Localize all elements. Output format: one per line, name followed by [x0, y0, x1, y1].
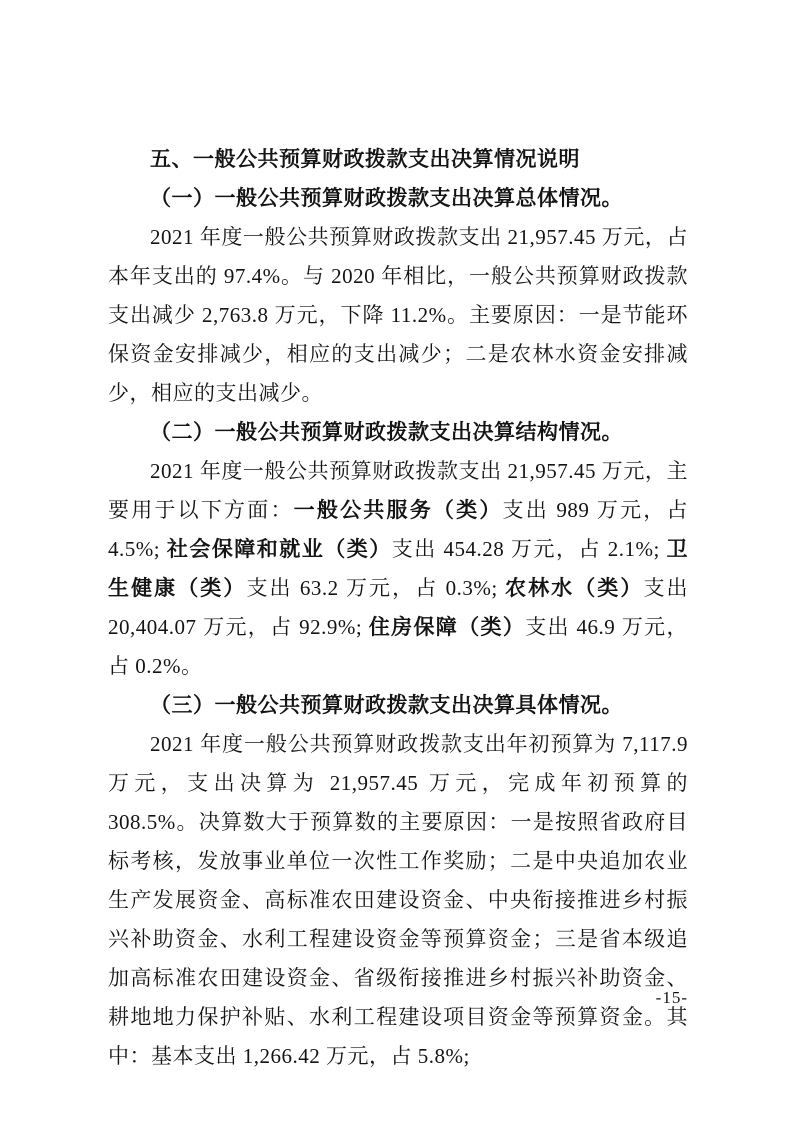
category-health: 卫生健康（类）: [108, 537, 689, 600]
category-agriculture-forestry-water: 农林水（类）: [505, 576, 644, 600]
category-general-public-services: 一般公共服务（类）: [293, 498, 503, 522]
section-1-paragraph: 2021 年度一般公共预算财政拨款支出 21,957.45 万元，占本年支出的 97.4%。与 2020 年相比，一般公共预算财政拨款支出减少 2,763.8 万元，下降 11.2%。主要原因：一是节能环保资金安排减少，相应的支出减少；二是农林水资金安排减少，相应的支出减少。: [108, 225, 688, 405]
category-housing-security-detail: 支出 46.9 万元，占 0.2%。: [108, 615, 689, 678]
page-number: -15-: [655, 988, 688, 1007]
category-housing-security: 住房保障（类）: [368, 615, 526, 639]
category-health-detail: 支出 63.2 万元，占 0.3%;: [246, 576, 505, 600]
section-3-paragraph: 2021 年度一般公共预算财政拨款支出年初预算为 7,117.9 万元，支出决算为 21,957.45 万元，完成年初预算的 308.5%。决算数大于预算数的主要原因：一是按照省政府目标考核，发放事业单位一次性工作奖励；二是中央追加农业生产发展资金、高标准农田建设资金、中央衔接推进乡村振兴补助资金、水利工程建设资金等预算资金；三是省本级追加高标准农田建设资金、省级衔接推进乡村振兴补助资金、耕地地力保护补贴、水利工程建设项目资金等预算资金。其中：基本支出 1,266.42 万元，占 5.8%;: [108, 732, 688, 1068]
section-3-heading: （三）一般公共预算财政拨款支出决算具体情况。: [150, 693, 623, 717]
section-1-heading: （一）一般公共预算财政拨款支出决算总体情况。: [150, 186, 623, 210]
category-general-public-services-detail: 支出 989 万元，占 4.5%;: [108, 498, 689, 561]
document-body: [108, 140, 688, 1076]
category-social-security-employment-detail: 支出 454.28 万元，占 2.1%;: [391, 537, 667, 561]
document-title: 五、一般公共预算财政拨款支出决算情况说明: [150, 147, 580, 171]
category-agriculture-forestry-water-detail: 支出 20,404.07 万元，占 92.9%;: [108, 576, 689, 639]
category-social-security-employment: 社会保障和就业（类）: [166, 537, 392, 561]
section-2-heading: （二）一般公共预算财政拨款支出决算结构情况。: [150, 420, 623, 444]
section-2-lead: 2021 年度一般公共预算财政拨款支出 21,957.45 万元，主要用于以下方面：: [108, 459, 688, 522]
section-2-paragraph: [108, 452, 688, 686]
